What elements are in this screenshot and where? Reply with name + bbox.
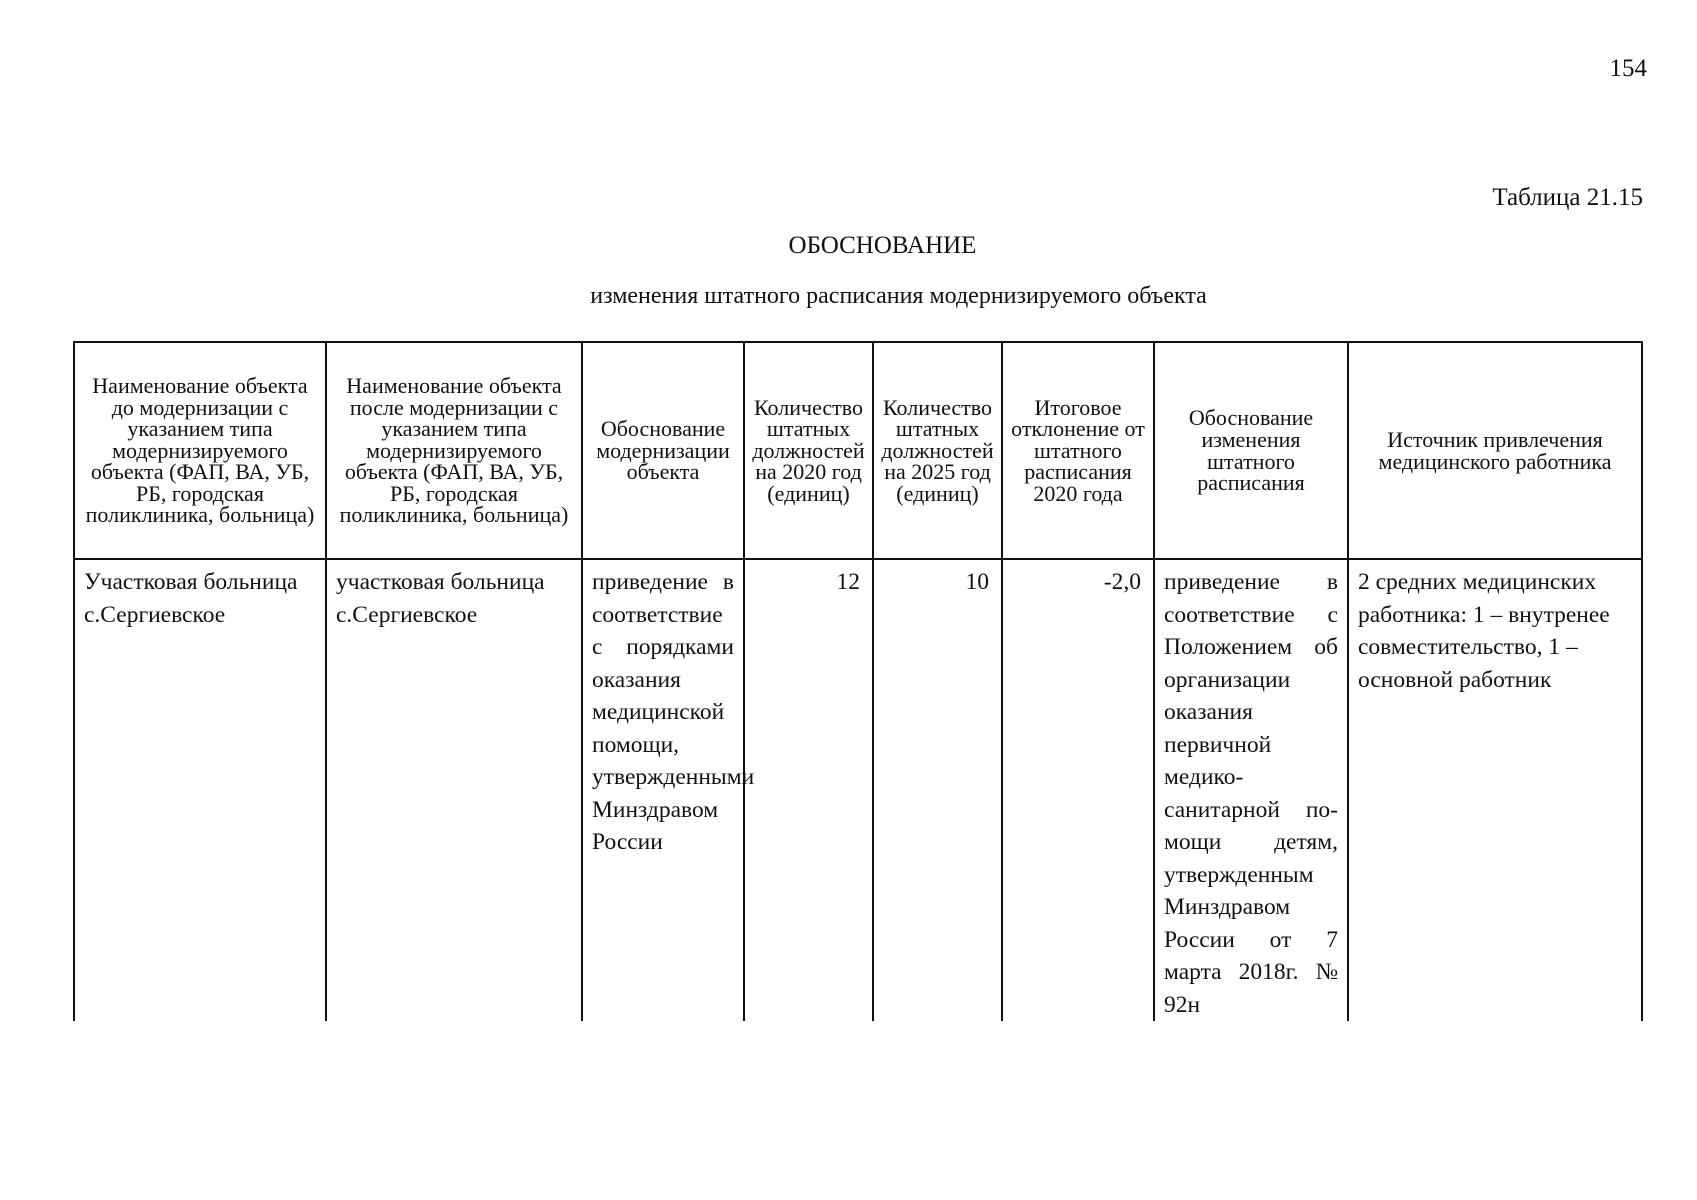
header-worker-source: Источник привлечения медицинского работника — [1348, 342, 1642, 559]
document-subtitle: изменения штатного расписания модернизируемого объекта — [590, 283, 1207, 309]
cell-total-deviation: -2,0 — [1002, 559, 1154, 1021]
header-staff-2020: Количество штатных должностей на 2020 год (единиц) — [744, 342, 873, 559]
cell-staffing-change-rationale: приведение в соответствие с Положением об организации оказания первичной медико-санитарной по-мощи детям, утвержденным Минздравом России от 7 марта 2018г. № 92н — [1154, 559, 1348, 1021]
cell-worker-source: 2 средних медицинских работника: 1 – внутренее совместительство, 1 – основной работник — [1348, 559, 1642, 1021]
header-object-before: Наименование объекта до модернизации с указанием типа модернизируемого объекта (ФАП, ВА, УБ, РБ, городская поликлиника, больница) — [74, 342, 326, 559]
header-object-after: Наименование объекта после модернизации с указанием типа модернизируемого объекта (ФАП, ВА, УБ, РБ, городская поликлиника, больница) — [326, 342, 582, 559]
header-total-deviation: Итоговое отклонение от штатного расписания 2020 года — [1002, 342, 1154, 559]
cell-object-before: Участковая больница с.Сергиевское — [74, 559, 326, 1021]
cell-object-after: участковая больница с.Сергиевское — [326, 559, 582, 1021]
cell-staff-2020: 12 — [744, 559, 873, 1021]
table-caption: Таблица 21.15 — [1492, 184, 1643, 211]
document-title: ОБОСНОВАНИЕ — [788, 232, 977, 259]
justification-table — [73, 341, 1643, 1021]
page-number: 154 — [1609, 55, 1647, 82]
table-header-row — [74, 342, 1642, 559]
cell-modernization-rationale: приведение в соответствие с порядками оказания медицинской помощи, утвержденными Минздравом России — [582, 559, 744, 1021]
header-staffing-change-rationale: Обоснование изменения штатного расписания — [1154, 342, 1348, 559]
cell-staff-2025: 10 — [873, 559, 1002, 1021]
header-staff-2025: Количество штатных должностей на 2025 год (единиц) — [873, 342, 1002, 559]
table-row — [74, 559, 1642, 1021]
header-modernization-rationale: Обоснование модернизации объекта — [582, 342, 744, 559]
